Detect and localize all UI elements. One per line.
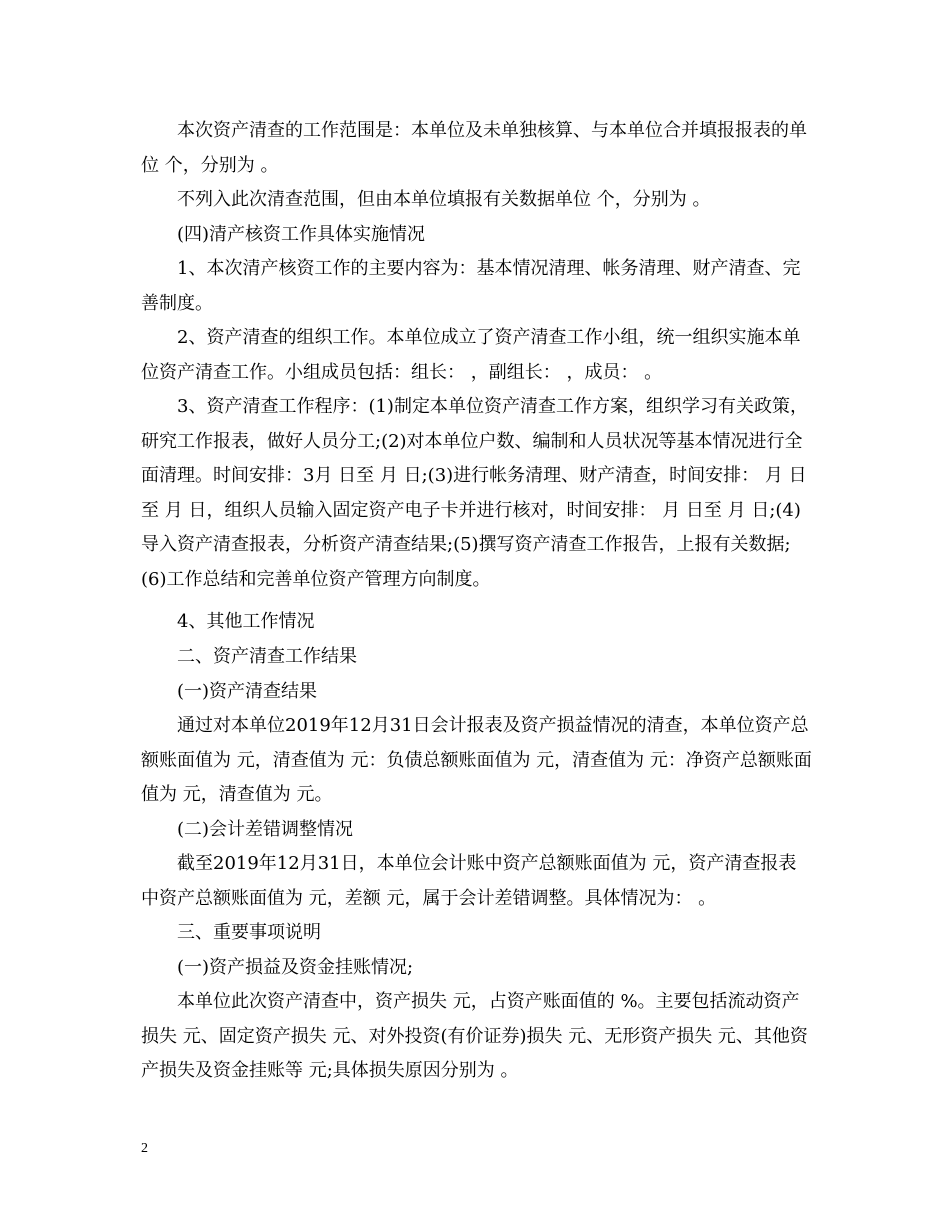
heading-implementation: (四)清产核资工作具体实施情况 — [177, 224, 426, 245]
paragraph-scope: 本次资产清查的工作范围是：本单位及未单独核算、与本单位合并填报报表的单位 个，分别为 。 — [141, 120, 807, 176]
paragraph-other-work: 4、其他工作情况 — [177, 611, 315, 632]
heading-losses: (一)资产损益及资金挂账情况; — [177, 957, 414, 978]
paragraph-losses: 本单位此次资产清查中，资产损失 元，占资产账面值的 %。主要包括流动资产损失 元、固定资产损失 元、对外投资(有价证券)损失 元、无形资产损失 元、其他资产损失及资金挂账等 元;具体损失原因分别为 。 — [141, 991, 808, 1081]
page-number: 2 — [141, 1141, 148, 1156]
heading-results: 二、资产清查工作结果 — [177, 646, 357, 667]
paragraph-check-results: 通过对本单位2019年12月31日会计报表及资产损益情况的清查，本单位资产总额账面值为 元，清查值为 元：负债总额账面值为 元，清查值为 元：净资产总额账面值为 元，清查值为 元。 — [141, 715, 812, 805]
paragraph-organization: 2、资产清查的组织工作。本单位成立了资产清查工作小组，统一组织实施本单位资产清查工作。小组成员包括：组长： ，副组长： ，成员： 。 — [141, 327, 801, 383]
paragraph-main-content: 1、本次清产核资工作的主要内容为：基本情况清理、帐务清理、财产清查、完善制度。 — [141, 258, 801, 314]
paragraph-excluded-scope: 不列入此次清查范围，但由本单位填报有关数据单位 个，分别为 。 — [177, 189, 711, 210]
paragraph-procedure: 3、资产清查工作程序：(1)制定本单位资产清查工作方案，组织学习有关政策，研究工作报表，做好人员分工;(2)对本单位户数、编制和人员状况等基本情况进行全面清理。时间安排：3月 日至 月 日;(3)进行帐务清理、财产清查，时间安排： 月 日至 月 日，组织人员输入固定资产电子卡并进行核对，时间安排： 月 日至 月 日;(4)导入资产清查报表，分析资产清查结果;(5)撰写资产清查工作报告，上报有关数据;(6)工作总结和完善单位资产管理方向制度。 — [141, 396, 808, 590]
heading-check-results: (一)资产清查结果 — [177, 681, 318, 702]
heading-error-adjustment: (二)会计差错调整情况 — [177, 819, 354, 840]
paragraph-error-adjustment: 截至2019年12月31日，本单位会计账中资产总额账面值为 元，资产清查报表中资产总额账面值为 元，差额 元，属于会计差错调整。具体情况为： 。 — [141, 853, 797, 909]
heading-important-matters: 三、重要事项说明 — [177, 922, 321, 943]
